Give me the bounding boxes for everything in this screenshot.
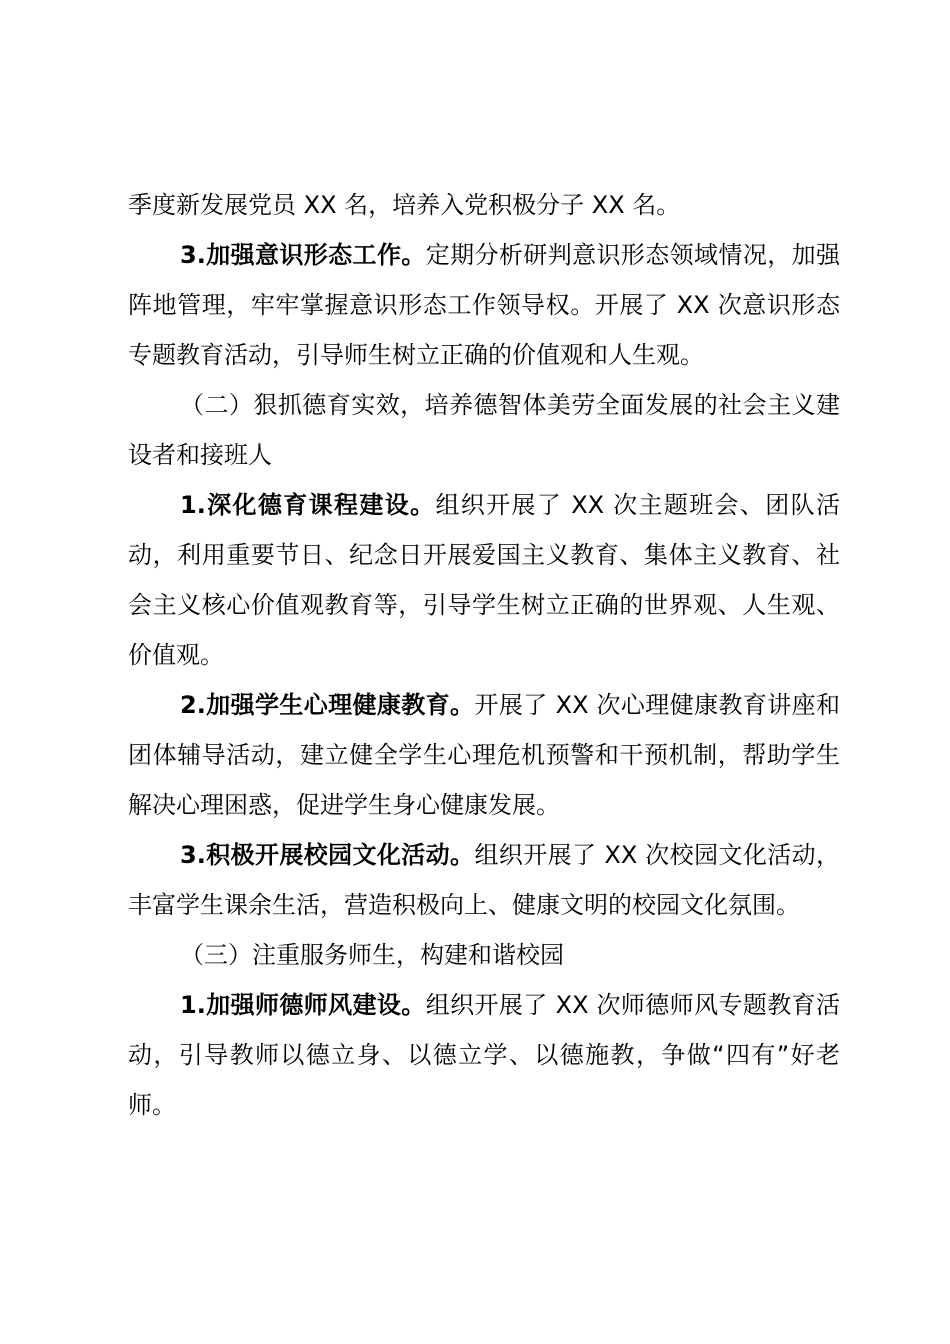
document-body (128, 180, 840, 1130)
paragraph-ideology-work (128, 230, 840, 380)
paragraph-text: 组织开展了 XX 次校园文化活动，丰富学生课余生活，营造积极向上、健康文明的校园文化氛围。 (128, 841, 840, 919)
section-heading-moral-education (128, 380, 840, 480)
section-heading-text: （三）注重服务师生，构建和谐校园 (180, 941, 564, 969)
paragraph-heading: 1.加强师德师风建设。 (180, 991, 426, 1019)
paragraph-text: 组织开展了 XX 次师德师风专题教育活动，引导教师以德立身、以德立学、以德施教，争做“四有”好老师。 (128, 991, 841, 1119)
paragraph-text: 开展了 XX 次心理健康教育讲座和团体辅导活动，建立健全学生心理危机预警和干预机制，帮助学生解决心理困惑，促进学生身心健康发展。 (128, 691, 840, 819)
section-heading-service (128, 930, 840, 980)
paragraph-moral-curriculum (128, 480, 840, 680)
section-heading-text: （二）狠抓德育实效，培养德智体美劳全面发展的社会主义建设者和接班人 (128, 391, 840, 469)
paragraph-heading: 3.积极开展校园文化活动。 (180, 841, 475, 869)
paragraph-mental-health (128, 680, 840, 830)
paragraph-heading: 1.深化德育课程建设。 (180, 491, 436, 519)
paragraph-text: 定期分析研判意识形态领域情况，加强阵地管理，牢牢掌握意识形态工作领导权。开展了 XX 次意识形态专题教育活动，引导师生树立正确的价值观和人生观。 (128, 241, 840, 369)
paragraph-continuation (128, 180, 840, 230)
paragraph-heading: 2.加强学生心理健康教育。 (180, 691, 475, 719)
paragraph-heading: 3.加强意识形态工作。 (180, 241, 426, 269)
paragraph-teacher-ethics (128, 980, 840, 1130)
paragraph-campus-culture (128, 830, 840, 930)
paragraph-text: 组织开展了 XX 次主题班会、团队活动，利用重要节日、纪念日开展爱国主义教育、集体主义教育、社会主义核心价值观教育等，引导学生树立正确的世界观、人生观、价值观。 (128, 491, 840, 669)
paragraph-text: 季度新发展党员 XX 名，培养入党积极分子 XX 名。 (128, 191, 681, 219)
